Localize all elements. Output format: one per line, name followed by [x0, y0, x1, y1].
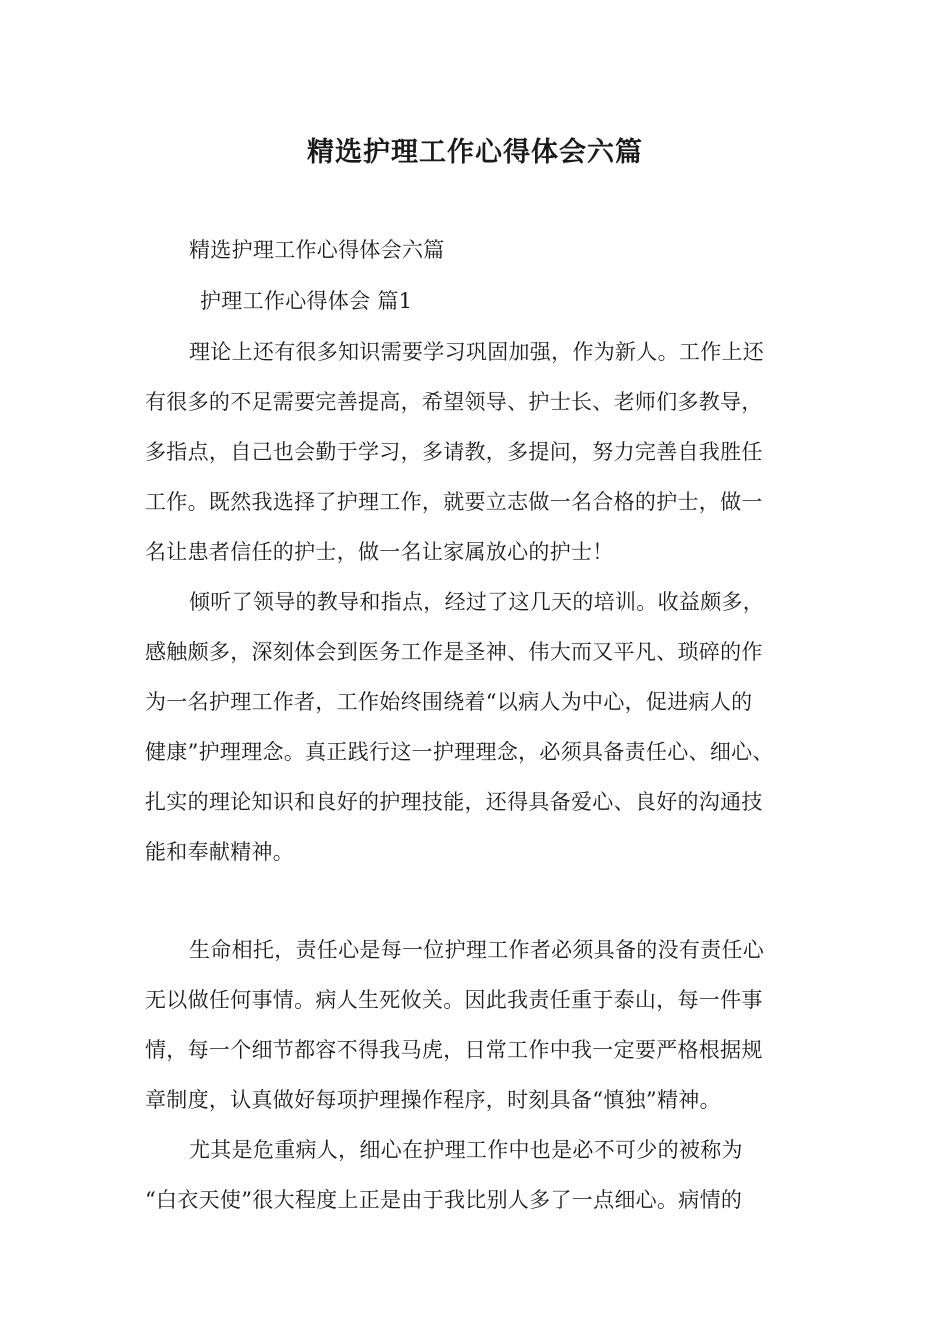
- paragraph-line: 能和奉献精神。: [145, 840, 295, 864]
- paragraph-line: 名让患者信任的护士，做一名让家属放心的护士！: [145, 540, 614, 564]
- paragraph-line: 感触颇多，深刻体会到医务工作是圣神、伟大而又平凡、琐碎的作: [145, 640, 763, 664]
- paragraph-line: 工作。既然我选择了护理工作，就要立志做一名合格的护士，做一: [145, 490, 763, 514]
- paragraph-line: 情，每一个细节都容不得我马虎，日常工作中我一定要严格根据规: [145, 1038, 763, 1062]
- paragraph-line: “白衣天使”很大程度上正是由于我比别人多了一点细心。病情的: [145, 1188, 743, 1212]
- document-subtitle: 精选护理工作心得体会六篇: [189, 238, 445, 262]
- paragraph-line: 章制度，认真做好每项护理操作程序，时刻具备“慎独”精神。: [145, 1088, 721, 1112]
- paragraph-line: 扎实的理论知识和良好的护理技能，还得具备爱心、良好的沟通技: [145, 790, 763, 814]
- paragraph-line: 多指点，自己也会勤于学习，多请教，多提问，努力完善自我胜任: [145, 440, 763, 464]
- paragraph-line: 理论上还有很多知识需要学习巩固加强，作为新人。工作上还: [189, 340, 765, 364]
- paragraph-line: 尤其是危重病人，细心在护理工作中也是必不可少的被称为: [189, 1138, 743, 1162]
- paragraph-line: 健康”护理理念。真正践行这一护理理念，必须具备责任心、细心、: [145, 740, 774, 764]
- paragraph-line: 无以做任何事情。病人生死攸关。因此我责任重于泰山，每一件事: [145, 988, 763, 1012]
- paragraph-line: 生命相托，责任心是每一位护理工作者必须具备的没有责任心: [189, 938, 765, 962]
- section-heading: 护理工作心得体会 篇1: [200, 289, 413, 313]
- document-title: 精选护理工作心得体会六篇: [307, 137, 643, 168]
- paragraph-line: 倾听了领导的教导和指点，经过了这几天的培训。收益颇多，: [189, 590, 765, 614]
- paragraph-line: 有很多的不足需要完善提高，希望领导、护士长、老师们多教导，: [145, 390, 763, 414]
- paragraph-line: 为一名护理工作者，工作始终围绕着“以病人为中心，促进病人的: [145, 690, 753, 714]
